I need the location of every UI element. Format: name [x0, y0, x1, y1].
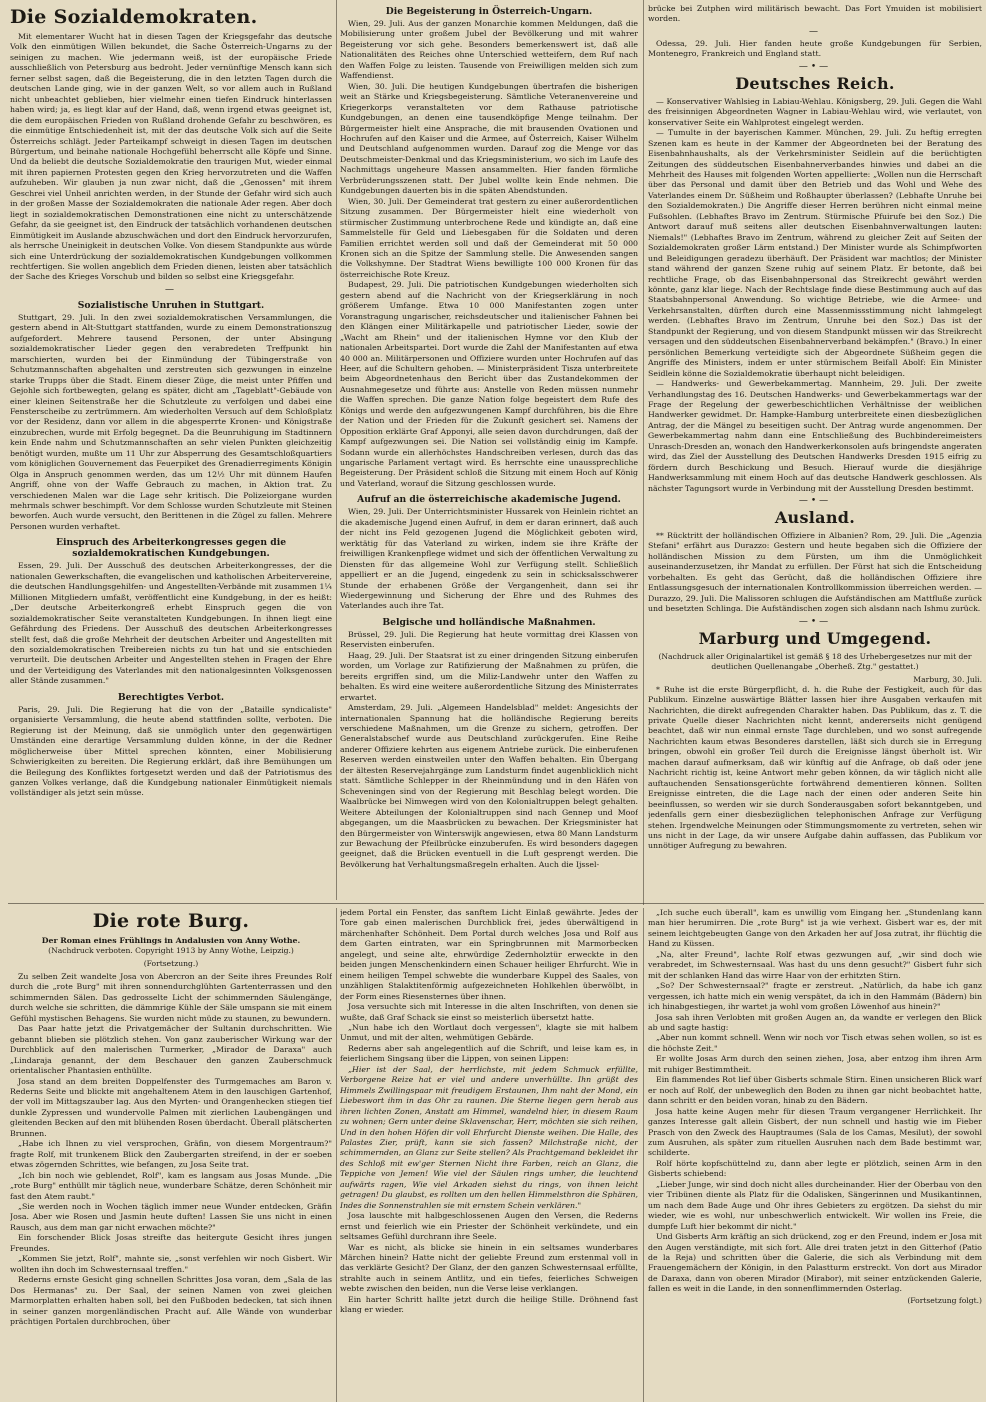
article-paragraph: Odessa, 29. Juli. Hier fanden heute große Kundgebungen für Serbien, Montenegro, Frankreich und England statt. — [648, 38, 982, 59]
story-paragraph: „Kommen Sie jetzt, Rolf", mahnte sie, „sonst verfehlen wir noch Gisbert. Wir wollten ihn doch im Schwesternsaal treffen." — [10, 1254, 332, 1274]
story-paragraph: Er wollte Josas Arm durch den seinen ziehen, Josa, aber entzog ihm ihren Arm mit ruhiger Bestimmtheit. — [648, 1054, 982, 1074]
article-heading: Berechtigtes Verbot. — [117, 691, 225, 703]
story-paragraph: Rederns ernste Gesicht ging schnellen Schrittes Josa voran, dem „Sala de las Dos Hermanas" zu. Der Saal, der seinen Namen von zwei gleichen Marmorplatten erhalten haben soll, bei den Fußboden bedecken, tat sich ihnen in seiner ganzen morgenländischen Pracht auf. Alle Wände von wunderbar prächtigen Portalen durchbrochen, über — [10, 1275, 332, 1326]
section-title: Marburg und Umgegend. — [698, 628, 932, 648]
section-title: Deutsches Reich. — [735, 73, 895, 93]
story-paragraph: Ein forschender Blick Josas streifte das heitergute Gesicht ihres jungen Freundes. — [10, 1233, 332, 1253]
copyright-note: (Nachdruck verboten. Copyright 1913 by Anny Wothe, Leipzig.) — [48, 946, 294, 955]
article-paragraph: ** Rücktritt der holländischen Offiziere in Albanien? Rom, 29. Juli. Die „Agenzia Stefani" erfährt aus Durazzo: Gestern und heute begaben sich die Offiziere der holländischen Mission zu dem Fürsten, um ihm die Unmöglichkeit auseinanderzusetzen, ihr Mandat zu erfüllen. Der Fürst hat sich die Entscheidung vorbehalten. Es geht das Gerücht, daß die holländischen Offiziere ihre Entlassungsgesuch der internationalen Kontrollkommission überreichen werden. — Durazzo, 29. Juli. Die Malissoren schlugen die Aufständischen am Mattfluße zurück und besetzten Schlinga. Die Aufständischen zogen sich alsdann nach Ishmu zurück. — [648, 531, 982, 614]
article-paragraph: Brüssel, 29. Juli. Die Regierung hat heute vormittag drei Klassen von Reservisten einberufen. — [340, 629, 638, 650]
story-column-1 — [10, 908, 332, 1398]
story-paragraph: Josa lauschte mit halbgeschlossenen Augen den Versen, die Rederns ernst und feierlich wie ein Priester der Schönheit verkündete, und ein seltsames Gefühl durchrann ihre Seele. — [340, 1211, 638, 1242]
story-paragraph: „So? Der Schwesternsaal?" fragte er zerstreut. „Natürlich, da habe ich ganz vergessen, ich hatte mich ein wenig verspätet, da ich in den Hammám (Bädern) bin ich hinabgestiegen, ihr wartet ja wohl vom großen Löwenhof aus hinein?" — [648, 981, 982, 1012]
article-paragraph: Haag, 29. Juli. Der Staatsrat ist zu einer dringenden Sitzung einberufen worden, um Vorlage zur Ratifizierung der Maßnahmen zu prüfen, die bereits ergriffen sind, um die Miliz-Landwehr unter den Waffen zu behalten. Es wird eine weitere außerordentliche Sitzung des Ministerrates erwartet. — [340, 650, 638, 702]
article-paragraph: Amsterdam, 29. Juli. „Algemeen Handelsblad" meldet: Angesichts der internationalen Spannung hat die holländische Regierung bereits verschiedene Maßnahmen, um die Grenze zu sichern, getroffen. Der Generalstabschef wurde aus Deutschland zurückgerufen. Eine Reihe anderer Offiziere kehrten aus eigenem Antriebe zurück. Die einberufenen Reserven werden einstweilen unter den Waffen behalten. Ein Übergang der ältesten Reservejahrgänge zum Landsturm findet augenblicklich nicht statt. Sämtliche Schlepper in der Rheinmündung und in den Häfen von Scheveningen sind von der Regierung mit Beschlag belegt worden. Die Waalbrücke bei Nimwegen wird von den Kolonialtruppen belegt gehalten. Weitere Abteilungen der Kolonialtruppen sind nach Gennep und Moof abgegangen, um die Maasbrücken zu bewachen. Der Kriegsminister hat den Bürgermeister von Winterswijk angewiesen, etwa 80 Mann Landsturm zur Bewachung der Pfeilbrücke einzuberufen. Es wird besonders dagegen geeignet, daß die Brücken eventuell in die Luft gesprengt werden. Die Bevölkerung hat Verhaltungsmaßregeln erhalten. Auch die Ijssel- — [340, 703, 638, 869]
section-title: Ausland. — [774, 508, 856, 528]
article-paragraph: Wien, 30. Juli. Die heutigen Kundgebungen übertrafen die bisherigen weit an Stärke und Kriegsbegeisterung. Sämtliche Veteranenvereine und Kriegerkorps veranstalteten vor dem Rathause patriotische Kundgebungen, an denen eine tausendköpfige Menge teilnahm. Der Bürgermeister hielt eine Ansprache, die mit brausenden Ovationen und Hochrufen auf den Kaiser und die Armee, auf Österreich, Kaiser Wilhelm und Deutschland aufgenommen wurden. Darauf zog die Menge vor das Deutschmeister-Denkmal und das Kriegsministerium, wo sich im Laufe des Nachmittags ungeheure Massen ansammelten. Hier fanden förmliche Verbrüderungsszenen statt. Der Jubel wollte kein Ende nehmen. Die Kundgebungen dauerten bis in die späten Abendstunden. — [340, 81, 638, 196]
story-paragraph: Zu selben Zeit wandelte Josa von Abercron an der Seite ihres Freundes Rolf durch die „rote Burg" mit ihren sonnendurchglühten Gartenterrassen und den schimmernden Sälen. Das gedrosselte Licht der schimmernden Säulengänge, durch welche sie schritten, die dämmrige Kühle der Säle umspann sie mit einem Gefühl mystischen Behagens. Sie wurden nicht müde zu staunen, zu bewundern. — [10, 972, 332, 1023]
story-paragraph: Rederns aber sah angelegentlich auf die Schrift, und leise kam es, in feierlichem Singsang über die Lippen, von seinen Lippen: — [340, 1043, 638, 1064]
separator: —•— — [798, 61, 832, 72]
separator: — — [165, 284, 177, 295]
article-paragraph: * Ruhe ist die erste Bürgerpflicht, d. h. die Ruhe der Festigkeit, auch für das Publikum. Einzelne auswärtige Blätter lassen hier ihre Ausgaben verkaufen mit Nachrichten, die direkt aufregenden Charakter haben. Das Publikum, das z. T. die private Quelle dieser Nachrichten nicht kennt, andererseits nicht genügend beachtet, daß wir nun einmal ernste Tage durchleben, und wo sonst aufregende Nachrichten kaum etwas Besonderes darstellen, läßt sich durch sie in Erregung bringen, obwohl ein großer Teil durch die Ereignisse längst überholt ist. Wir machen darauf aufmerksam, daß wir künftig auf die Anfrage, ob daß oder jene Nachricht richtig ist, keine Antwort mehr geben können, da wir täglich nicht alle auftauchenden Sensationsgerüchte fortwährend dementieren können. Sollten Ereignisse eintreten, die die Lage nach der einen oder anderen Seite hin beeinflussen, so werden wir sie durch Sonderausgaben sofort bekanntgeben, und jedenfalls gern einer diesbezüglichen telephonischen Anfrage zur Verfügung stehen. Irgendwelche Meinungen oder Stimmungsmomente zu vertreten, sehen wir uns nicht in der Lage, da wir unsere Aufgabe dahin auffassen, das Publikum vor unnötiger Aufregung zu bewahren. — [648, 684, 982, 851]
article-heading: Sozialistische Unruhen in Stuttgart. — [77, 299, 265, 311]
dateline: Marburg, 30. Juli. — [913, 674, 982, 684]
article-heading: Belgische und holländische Maßnahmen. — [382, 616, 596, 628]
story-verse: „Hier ist der Saal, der herrlichste, mit jedem Schmuck erfüllte, Verborgene Reize hat er viel und andere unverhüllte. Ihn grüßt des Himmels Zwillingspaar mit freudigem Erstaunen, Ihm naht der Mond, ein Liebeswort ihm in das Ohr zu raunen. Die Sterne liegen gern herab aus ihren lichten Zonen, Anstatt am Himmel, wandelnd hier, in diesem Raum zu wohnen; Gern unter deine Sklavenschar, Herr, möchten sie sich reihen, Und in den hohen Höfen dir voll Ehrfurcht Dienste weihen. Die Halle, des Palastes Zier, prüft, kann sie sich fassen? Milchstraße nicht, der schimmernden, an Glanz zur Seite stellen? Als Prachtgemand bekleidet ihr des Schloß mit ew'ger Sternen Nicht ihre Farben, reich an Glanz, die Teppiche von Jemen! Wie viel der Säulen rings umher, die leuchtend aufwärts ragen, Wie viel Arkaden siehst du rings, von ihnen leicht getragen! Du glaubst, es rollten um den hellen Himmelsthron die Sphären, Indes die Sonnenstrahlen sie mit ernstem Schein verklären." — [340, 1064, 638, 1210]
story-paragraph: Und Gisberts Arm kräftig an sich drückend, zog er den Freund, indem er Josa mit den Augen verständigte, mit sich fort. Alle drei traten jetzt in den Gitterhof (Patio de la Reja) und schritten über die Galerie, die sich als Verbindung mit dem Frauengemächern der Königin, in den Palastturm erstreckt. Von dort aus Mirador de Daraxa, dann von oberen Mirador (Mirabor), mit seiner entzückenden Galerie, fallen es weit in die Lande, in den sonnenflimmernden Osterlag. — [648, 1232, 982, 1294]
story-paragraph: „Ich bin noch wie geblendet, Rolf", kam es langsam aus Josas Munde. „Die „rote Burg" enthüllt mir täglich neue, wunderbare Schätze, deren Schönheit mir fast den Atem raubt." — [10, 1170, 332, 1201]
article-paragraph: Paris, 29. Juli. Die Regierung hat die von der „Bataille syndicaliste" organisierte Versammlung, die heute abend stattfinden sollte, verboten. Die Regierung ist der Meinung, daß sie unmöglich unter den gegenwärtigen Umständen eine derartige Versammlung dulden könne, in der die Redner möglicherweise über Mittel sprechen könnten, einer Mobilisierung Schwierigkeiten zu bereiten. Die Regierung erklärt, daß ihre Bemühungen um die Beilegung des Konfliktes fortgesetzt werden und daß der Patriotismus des ganzen Volkes verlange, daß die Kundgebung nationaler Einmütigkeit niemals vollständiger als jetzt sein müsse. — [10, 704, 332, 798]
article-heading: Aufruf an die österreichische akademische Jugend. — [357, 494, 621, 506]
story-paragraph: „Aber nun kommt schnell. Wenn wir noch vor Tisch etwas sehen wollen, so ist es die höchste Zeit." — [648, 1033, 982, 1053]
section-divider — [8, 903, 984, 904]
story-byline: Der Roman eines Frühlings in Andalusien von Anny Wothe. — [41, 936, 301, 945]
article-paragraph: — Konservativer Wahlsieg in Labiau-Wehlau. Königsberg, 29. Juli. Gegen die Wahl des freisinnigen Abgeordneten Wagner in Labiau-Wehlau wird, wie verlautet, von konservativer Seite ein Wahlprotest eingelegt werden. — [648, 96, 982, 127]
separator: —•— — [798, 496, 832, 507]
article-heading: Die Begeisterung in Österreich-Ungarn. — [385, 6, 593, 17]
continuation-note: (Fortsetzung folgt.) — [907, 1295, 982, 1305]
story-paragraph: „Na, alter Freund", lachte Rolf etwas gezwungen auf, „wir sind doch wie verabredet, im Schwesternsaal. Was hast du uns denn gesucht?" Gisbert fuhr sich mit der schlanken Hand das wirre Haar von der erhitzten Stirn. — [648, 949, 982, 980]
story-paragraph: Rolf hörte kopfschüttelnd zu, dann aber legte er plötzlich, seinen Arm in den Gisberts schiebend: — [648, 1158, 982, 1179]
column-divider — [336, 0, 337, 900]
story-paragraph: Josa hatte keine Augen mehr für diesen Traum vergangener Herrlichkeit. Ihr ganzes Interesse galt allein Gisbert, der nun schnell und hastig wie im Fieber Prasch von den Zweck des Hauptraumes (Sala de los Camas, Mesilut), der sowohl zum Ausruhen, als später zum rituellen Ausruhen nach dem Bade bestimmt war, schilderte. — [648, 1106, 982, 1158]
article-title: Die Sozialdemokraten. — [10, 6, 258, 28]
story-paragraph: Josa sah ihren Verlobten mit großen Augen an, da wandte er verlegen den Blick ab und sagte hastig: — [648, 1012, 982, 1032]
story-paragraph: War es nicht, als blicke sie hinein in ein seltsames wunderbares Märchen hinein? Hatte nicht der geliebte Freund zum erstenmal voll in das verklärte Gesicht? Der Glanz, der den ganzen Schwesternsaal erfüllte, strahlte auch in seinem Antlitz, und ein tiefes, feierliches Schweigen webte zwischen den beiden, nun die Verse leise verklangen. — [340, 1242, 638, 1294]
story-paragraph: Ein flammendes Rot lief über Gisberts schmale Stirn. Einen unsicheren Blick warf er noch auf Rolf, der unbeweglich den Boden zu ihnen gar nicht beobachtet hatte, dann schritt er den beiden voran, hinab zu den Bädern. — [648, 1075, 982, 1106]
column-1 — [10, 4, 332, 900]
story-paragraph: „Sie werden noch in Wochen täglich immer neue Wunder entdecken, Gräfin Josa. Aber wie Rosen und Jasmin heute duften! Lassen Sie uns nicht in einen Rausch, aus dem man gar nicht erwachen möchte?" — [10, 1201, 332, 1232]
story-paragraph: „Lieber Junge, wir sind doch nicht alles durcheinander. Hier der Oberbau von den vier Tribünen diente als Platz für die Odalisken, Sängerinnen und Musikantinnen, um nach dem Bade Auge und Ohr ihres Gebieters zu ergötzen. Da siehst du mir wieder, wie es wohl, nur unbeschwerlich entwickelt. Wir wollen ins Freie, die dumpfe Luft hier bekommt dir nicht." — [648, 1179, 982, 1231]
page-edge — [986, 0, 1000, 1402]
separator: — — [809, 26, 821, 37]
article-paragraph: Essen, 29. Juli. Der Ausschuß des deutschen Arbeiterkongresses, der die nationalen Gewerkschaften, die evangelischen und katholischen Arbeitervereine, die deutschen Handlungsgehilfen- und Angestellten-Verbände mit zusammen 1¼ Millionen Mitgliedern umfaßt, veröffentlicht eine Kundgebung, in der es heißt: „Der deutsche Arbeiterkongreß erhebt Einspruch gegen die von sozialdemokratischer Seite veranstalteten Kundgebungen. In ihnen liegt eine Gefährdung des Friedens. Der Ausschuß des deutschen Arbeiterkongresses stellt fest, daß die große Mehrheit der deutschen Arbeiter und Angestellten mit den sozialdemokratischen Treibereien nichts zu tun hat und sie entschieden verurteilt. Die deutschen Arbeiter und Angestellten stehen in Fragen der Ehre und der Verteidigung des Vaterlandes mit den nationalgesinnten Volksgenossen aller Stände zusammen." — [10, 561, 332, 686]
column-divider — [643, 0, 644, 905]
story-paragraph: Josa versuchte sich mit Interesse in die alten Inschriften, von denen sie wußte, daß Graf Schack sie einst so meisterlich übersetzt hatte. — [340, 1002, 638, 1022]
article-heading: Einspruch des Arbeiterkongresses gegen die sozialdemokratischen Kundgebungen. — [55, 537, 287, 560]
story-paragraph: jedem Portal ein Fenster, das sanftem Licht Einlaß gewährte. Jedes der Tore gab einen malerischen Durchblick frei, jedes überwältigend in märchenhafter Schönheit. Dem Portal durch welches Josa und Rolf aus dem Garten eintraten, war ein Springbrunnen mit Marmorbecken angelegt, und seine alte, ehrwürdige Zedernholztür erweckte in den beiden jungen Menschenkindern einen Schauer heiliger Ehrfurcht. Wie in einem heiligen Tempel schwebte die wunderbare Kuppel des Saales, von unzähligen Stalaktitenförmig aufgezeichneten Hohlkehlen überwölbt, in der Form eines Riesensternes über ihnen. — [340, 908, 638, 1001]
column-divider — [643, 908, 644, 1402]
article-paragraph: Stuttgart, 29. Juli. In den zwei sozialdemokratischen Versammlungen, die gestern abend in Alt-Stuttgart stattfanden, wurde zu einem Demonstrationszug aufgefordert. Mehrere tausend Personen, der unter Absingung sozialdemokratischer Lieder gegen den verabredeten Treffpunkt hin marschierten, wurden bei der Einmündung der Tübingerstraße von Schutzmannschaften abgehalten und zerstreuten sich gezwungen in einzelne starke Trupps über die Stadt. Einem dieser Züge, die meist unter Pfiffen und Gejohle sich fortbewegten, gelang es später, dicht am „Tageblatt"-Gebäude von einer kleinen Seitenstraße her die Schutzleute zu verfolgen und dabei eine Fensterscheibe zu zertrümmern. Am wiederholten Versuch auf dem Schloßplatz vor der Residenz, dann vor allem in die abgesperrte Kronen- und Königstraße einzubrechen, wurde mit Erfolg begegnet. Da die Beunruhigung im Stadtinnern kein Ende nahm und Schutzmannschaften an sehr vielen Punkten gleichzeitig benötigt wurden, mußte um 11 Uhr zur Absperrung des Gesamtschloßquartiers vom königlichen Gouvernement das Feuerpiket des Grenadierregiments Königin Olga in Anspruch genommen werden, das um 12½ Uhr mit dünnem Haufen Angriff, ohne von der Waffe Gebrauch zu machen, in Aktion trat. Zu verschiedenen Malen war die Lage sehr kritisch. Die Polizeiorgane wurden mehrmals schwer beschimpft. Vor dem Schlosse wurden Schutzleute mit Steinen beworfen. Auch wurde versucht, den Berittenen in die Zügel zu fallen. Mehrere Personen wurden verhaftet. — [10, 312, 332, 531]
separator: —•— — [798, 616, 832, 627]
story-column-3 — [648, 908, 982, 1398]
story-paragraph: Josa stand an dem breiten Doppelfenster des Turmgemaches am Baron v. Rederns Seite und blickte mit angehaltenem Atem in den lauschigen Gartenhof, der voll im Mittagszauber lag. Aus den Myrten- und Orangenhecken stiegen tief dunkle Zypressen und wundervolle Palmen mit zierlichen Laubengängen und gleitenden Becken auf den mit blühenden Rosen überdacht. Überall plätscherten Brunnen. — [10, 1076, 332, 1138]
story-paragraph: „Ich suche euch überall", kam es unwillig vom Eingang her. „Stundenlang kann man hier herumirren. Die „rote Burg" ist ja wie verhext. Gisbert war es, der mit seinem leichtgebeugten Gange von den Arkaden her auf Josa zutrat, ihr flüchtig die Hand zu Küssen. — [648, 908, 982, 949]
column-divider — [336, 908, 337, 1402]
column-3 — [648, 4, 982, 900]
story-paragraph: „Nun habe ich den Wortlaut doch vergessen", klagte sie mit halbem Unmut, und mit der alten, wehmütigen Gebärde. — [340, 1022, 638, 1043]
article-paragraph: brücke bei Zutphen wird militärisch bewacht. Das Fort Ymuiden ist mobilisiert worden. — [648, 4, 982, 24]
reprint-note: (Nachdruck aller Originalartikel ist gemäß § 18 des Urhebergesetzes nur mit der deutlichen Quellenangabe „Oberheß. Ztg." gestattet.) — [658, 651, 972, 671]
column-2 — [340, 4, 638, 900]
story-title: Die rote Burg. — [92, 910, 250, 932]
story-column-2 — [340, 908, 638, 1398]
continuation-note: (Fortsetzung.) — [143, 959, 199, 968]
story-paragraph: Ein harter Schritt hallte jetzt durch die heilige Stille. Dröhnend fast klang er wieder. — [340, 1294, 638, 1315]
story-paragraph: Das Paar hatte jetzt die Privatgemächer der Sultanin durchschritten. Wie gebannt blieben sie plötzlich stehen. Von ganz zauberischer Wirkung war der Durchblick auf den malerischen Turmerker, „Mirador de Daraxa" auch „Lindaraja genannt, der dem Beschauer den ganzen Zauberschmuck orientalischer Phantasien enthüllte. — [10, 1024, 332, 1076]
article-paragraph: Wien, 30. Juli. Der Gemeinderat trat gestern zu einer außerordentlichen Sitzung zusammen. Der Bürgermeister hielt eine wiederholt von stürmischer Zustimmung unterbrochene Rede und kündigte an, daß eine Sammelstelle für Geld und Liebesgaben für die Soldaten und deren Familien errichtet werden soll und daß der Gemeinderat mit 50 000 Kronen sich an die Spitze der Sammlung stelle. Die Anwesenden sangen die Volkshymne. Der Stadtrat Wiens bewilligte 100 000 Kronen für das österreichische Rote Kreuz. — [340, 196, 638, 279]
article-paragraph: Wien, 29. Juli. Aus der ganzen Monarchie kommen Meldungen, daß die Mobilisierung unter großem Jubel der Bevölkerung und mit wahrer Begeisterung vor sich gehe. Besonders bemerkenswert ist, daß alle Nationalitäten des Reiches ohne Unterschied wetteifern, dem Ruf nach den Waffen Folge zu leisten. Tausende von Freiwilligen melden sich zum Waffendienst. — [340, 19, 638, 81]
story-paragraph: „Habe ich Ihnen zu viel versprochen, Gräfin, von diesem Morgentraum?" fragte Rolf, mit trunkenem Blick den Zaubergarten streifend, in der er soeben etwas zögernden Schrittes, wie befangen, zu Josa Seite trat. — [10, 1139, 332, 1170]
article-paragraph: Mit elementarer Wucht hat in diesen Tagen der Kriegsgefahr das deutsche Volk den einmütigen Willen bekundet, die Sache Österreich-Ungarns zu der seinigen zu machen. Wie jedermann weiß, ist der europäische Friede ausschließlich von Petersburg aus bedroht. Jeder vernünftige Mensch kann sich ferner selbst sagen, daß die Begeisterung, die in den letzten Tagen durch die deutschen Lande ging, wie in der ganzen Welt, so vor allem auch in Rußland nicht unbeachtet geblieben, hier vielmehr einen tiefen Eindruck hinterlassen haben wird; ja, es liegt klar auf der Hand, daß, wenn irgend etwas geeignet ist, die dem europäischen Frieden von Rußland drohende Gefahr zu beschwören, es die einmütige Entschiedenheit ist, mit der das deutsche Volk sich auf die Seite Österreichs schlägt. Jeder Parteikampf schweigt in diesen Tagen im deutschen Bürgertum, und beinahe nationale Hochgefühl beherrscht alle Köpfe und Sinne. Und da beliebt die deutsche Sozialdemokratie den traurigen Mut, wieder einmal mit ihren papiernen Protesten gegen den Krieg hervorzutreten und die Waffen aufzuheben. Wir glauben ja nun zwar nicht, daß die „Genossen" mit ihrem Geschrei viel Unheil anrichten werden, in der Stunde der Gefahr wird sich auch in der großen Masse der Sozialdemokraten die nationale Ader regen. Aber doch liegt in sozialdemokratischen Demonstrationen eine nicht zu unterschätzende Gefahr, da sie geeignet ist, den Eindruck der tatsächlich vorhandenen deutschen Einmütigkeit im Auslande abzuschwächen und dort den Eindruck hervorzurufen, als herrsche Uneinigkeit in deutschen Volke. Von diesem Standpunkte aus würde sich eine Unterdrückung der sozialdemokratischen Kundgebungen vollkommen rechtfertigen. Sie wollen angeblich dem Frieden dienen, leisten aber tatsächlich der Sache des Krieges Vorschub und bilden so selbst eine Kriegsgefahr. — [10, 32, 332, 282]
article-paragraph: Budapest, 29. Juli. Die patriotischen Kundgebungen wiederholten sich gestern abend auf die Nachricht von der Kriegserklärung in noch größerem Umfange. Etwa 10 000 Manifestanten zogen unter Voranstragung ungarischer, reichsdeutscher und italienischer Fahnen bei den Klängen einer Militärkapelle und patriotischer Lieder, sowie der „Wacht am Rhein" und der italienischen Hymne vor den Klub der nationalen Arbeitspartei. Dort wurde die Zahl der Manifestanten auf etwa 40 000 an. Militärpersonen und Offiziere wurden unter Hochrufen auf das Heer, auf die Schultern gehoben. — Ministerpräsident Tisza unterbreitete beim Abgeordnetenhaus den Bericht über das Zustandekommen der Ausnahmegesetze und führte aus: Anstelle von Reden müssen nunmehr die Waffen sprechen. Die ganze Nation folge begeistert dem Rufe des Königs und werde den aufgezwungenen Kampf durchführen, bis die Ehre der Nation und der Frieden für die Zukunft gesichert sei. Namens der Opposition erklärte Graf Apponyi, alle seien davon durchdrungen, daß der Kampf aufgezwungen sei. Die Nation sei vollständig einig im Kampfe. Sodann wurde ein allerhöchstes Handschreiben verlesen, durch das das ungarische Parlament vertagt wird. Es herrschte eine unaussprechliche Begeisterung. Der Präsident schloß die Sitzung mit einem Hoch auf König und Vaterland, worauf die Sitzung geschlossen wurde. — [340, 280, 638, 488]
article-paragraph: — Tumulte in der bayerischen Kammer. München, 29. Juli. Zu heftig erregten Szenen kam es heute in der Kammer der Abgeordneten bei der Beratung des Eisenbahnhaushalts, als der Verkehrsminister Seidlein auf die berüchtigten Zeitungen des süddeutschen Eisenbahnerverbandes hinwies und dabei an die Mehrheit des Hauses mit folgenden Worten appellierte: „Wollen nun die Herrschaft über das Personal und damit über den Betrieb und das Wohl und Wehe des Vaterlandes einem Dr. Süßheim und Roßhaupter überlassen? (Lebhafte Unruhe bei den Sozialdemokraten.) Die Angriffe dieser Herren berühren nicht einmal meine Fußsohlen. (Lebhaftes Bravo im Zentrum. Stürmische Pfuirufe bei den Soz.) Die Antwort darauf muß seitens aller deutschen Eisenbahnverwaltungen lauten: Niemals!" (Lebhaftes Bravo im Zentrum, während zu gleicher Zeit auf Seiten der Sozialdemokraten großer Lärm entstand.) Der Minister wurde als Schimpfworten und Beleidigungen geradezu überhäuft. Der Präsident war machtlos; der Minister stand während der ganzen Szene ruhig auf seinem Platz. Er betonte, daß bei rechtliche Frage, ob das Eisenbahnpersonal das Streikrecht gewährt werden könnte, ganz klar liege. Nach der Rechtslage finde diese Bestimmung auch auf das Staatsbahnpersonal Anwendung. So wichtige Betriebe, wie die Armee- und Verkehrsanstalten, dürften durch eine Massenmissstimmung nicht lahmgelegt werden. (Lebhaftes Bravo im Zentrum, Unruhe bei den Soz.) Das ist der Standpunkt der Regierung, und von diesem Standpunkt müssen wir das Streikrecht versagen und den süddeutschen Eisenbahnerverband bekämpfen." (Bravo.) In einer persönlichen Bemerkung verteidigte sich der Abgeordnete Süßheim gegen die Angriffe des Ministers, indem er unter stürmischem Beifall Abolf: Ein Minister Seidlein könne die Sozialdemokratie überhaupt nicht beleidigen. — [648, 128, 982, 378]
article-paragraph: Wien, 29. Juli. Der Unterrichtsminister Hussarek von Heinlein richtet an die akademische Jugend einen Aufruf, in dem er daran erinnert, daß auch der nicht ins Feld gezogenen Jugend die Möglichkeit geboten wird, werktätig für das Vaterland zu wirken, indem sie ihre Kräfte der freiwilligen Krankenpflege widmet und sich der öffentlichen Verwaltung zu Diensten für das allgemeine Wohl zur Verfügung stellt. Schließlich appelliert er an die Jugend, eingedenk zu sein in schicksalsschwerer Stunde der erhabenen Größe der Vergangenheit, dann sei ihr Wiedergewinnung und Sicherung der Ehre und des Ruhmes des Vaterlandes auch ihre Tat. — [340, 507, 638, 611]
article-paragraph: — Handwerks- und Gewerbekammertag. Mannheim, 29. Juli. Der zweite Verhandlungstag des 16. Deutschen Handwerks- und Gewerbekammertags war der Frage der Regelung der gewerbeschichtlichen Verhältnisse der weiblichen Handwerker gewidmet. Dr. Hampke-Hamburg unterbreitete einen diesbezüglichen Antrag, der die Mängel zu beseitigen sucht. Der Antrag wurde angenommen. Der Gewerbekammertag nahm dann eine Entschließung des Buchbindereimeisters Unrasch-Dresden an, wonach den Handwerkerkonsolen aufs bringendste angeraten wird, das Ziel der Ausstellung des Deutschen Handwerks Dresden 1915 eifrig zu fördern durch Beschickung und Besuch. Hierauf wurde die diesjährige Handwerksammlung mit einem Hoch auf das deutsche Handwerk geschlossen. Als nächster Tagungsort wurde in Verbindung mit der Ausstellung Dresden bestimmt. — [648, 379, 982, 493]
